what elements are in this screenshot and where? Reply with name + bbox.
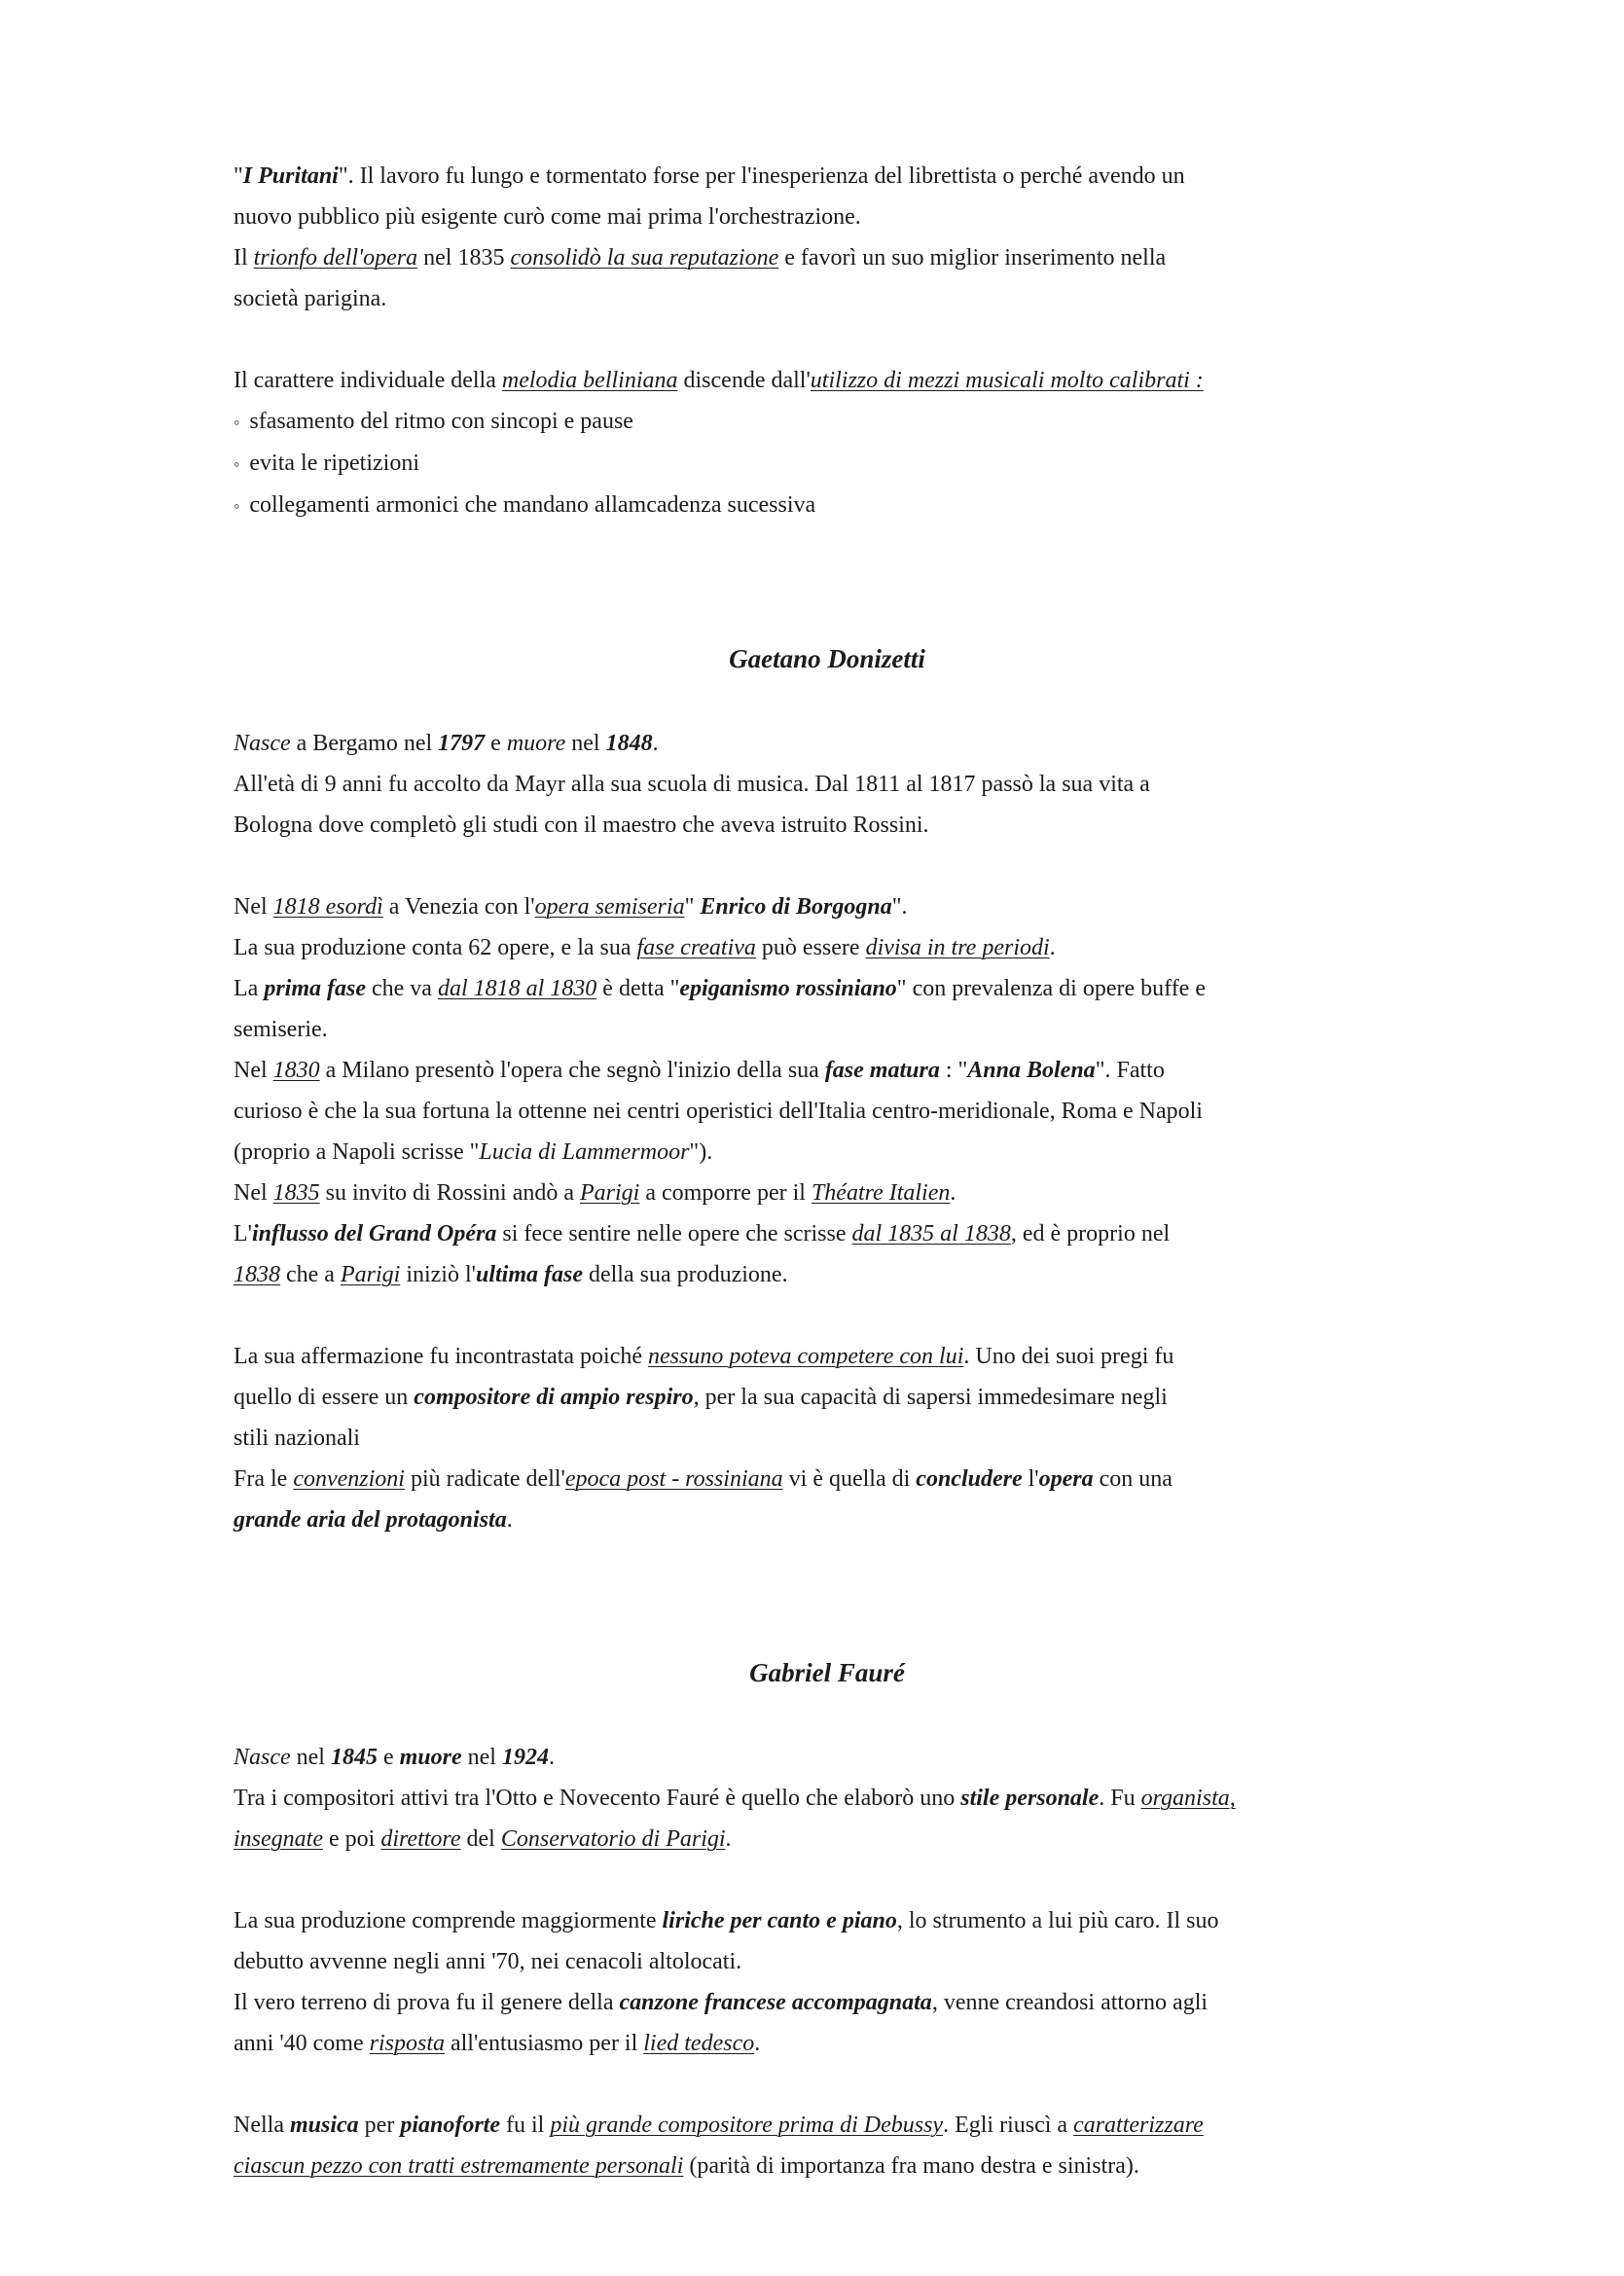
- paragraph-line: grande aria del protagonista.: [234, 1507, 513, 1533]
- paragraph-line: Nasce a Bergamo nel 1797 e muore nel 1848.: [234, 731, 659, 756]
- list-item: ◦ sfasamento del ritmo con sincopi e pause: [234, 409, 633, 434]
- paragraph-line: L'influsso del Grand Opéra si fece sentire nelle opere che scrisse dal 1835 al 1838, ed è proprio nel: [234, 1221, 1171, 1246]
- bullet-icon: ◦: [234, 496, 240, 516]
- paragraph-line: Fra le convenzioni più radicate dell'epoca post - rossiniana vi è quella di concludere l'opera con una: [234, 1466, 1173, 1492]
- paragraph-line: semiserie.: [234, 1017, 328, 1042]
- paragraph-line: Nasce nel 1845 e muore nel 1924.: [234, 1745, 555, 1770]
- paragraph-line: (proprio a Napoli scrisse "Lucia di Lammermoor").: [234, 1139, 713, 1165]
- paragraph-line: La prima fase che va dal 1818 al 1830 è detta "epiganismo rossiniano" con prevalenza di opere buffe e: [234, 976, 1206, 1001]
- paragraph-line: Il vero terreno di prova fu il genere della canzone francese accompagnata, venne creandosi attorno agli: [234, 1990, 1209, 2015]
- opera-title: I Puritani: [242, 163, 339, 189]
- list-item: ◦ collegamenti armonici che mandano allamcadenza sucessiva: [234, 492, 816, 518]
- paragraph-line: debutto avvenne negli anni '70, nei cenacoli altolocati.: [234, 1949, 742, 1974]
- paragraph-line: insegnate e poi direttore del Conservatorio di Parigi.: [234, 1826, 732, 1852]
- bullet-icon: ◦: [234, 413, 240, 432]
- paragraph-line: Nel 1830 a Milano presentò l'opera che segnò l'inizio della sua fase matura : "Anna Bolena". Fatto: [234, 1058, 1165, 1083]
- list-item: ◦ evita le ripetizioni: [234, 451, 419, 476]
- bullet-icon: ◦: [234, 454, 240, 474]
- paragraph-line: quello di essere un compositore di ampio respiro, per la sua capacità di sapersi immedesimare negli: [234, 1385, 1168, 1410]
- paragraph-line: curioso è che la sua fortuna la ottenne nei centri operistici dell'Italia centro-meridionale, Roma e Napoli: [234, 1099, 1203, 1124]
- paragraph-line: La sua produzione conta 62 opere, e la sua fase creativa può essere divisa in tre periodi.: [234, 935, 1056, 960]
- paragraph-line: Nel 1818 esordì a Venezia con l'opera semiseria" Enrico di Borgogna".: [234, 894, 908, 920]
- paragraph-line: nuovo pubblico più esigente curò come mai prima l'orchestrazione.: [234, 204, 861, 230]
- paragraph-line: Tra i compositori attivi tra l'Otto e Novecento Fauré è quello che elaborò uno stile personale. Fu organista,: [234, 1786, 1236, 1811]
- paragraph-line: "I Puritani". Il lavoro fu lungo e tormentato forse per l'inesperienza del librettista o perché avendo un: [234, 163, 1185, 189]
- section-heading-donizetti: Gaetano Donizetti: [729, 644, 925, 673]
- paragraph-line: Nella musica per pianoforte fu il più grande compositore prima di Debussy. Egli riuscì a caratterizzare: [234, 2113, 1204, 2138]
- paragraph-line: anni '40 come risposta all'entusiasmo per il lied tedesco.: [234, 2031, 761, 2056]
- paragraph-line: Il carattere individuale della melodia belliniana discende dall'utilizzo di mezzi musicali molto calibrati :: [234, 368, 1204, 393]
- paragraph-line: La sua produzione comprende maggiormente liriche per canto e piano, lo strumento a lui più caro. Il suo: [234, 1908, 1219, 1933]
- paragraph-line: ciascun pezzo con tratti estremamente personali (parità di importanza fra mano destra e sinistra).: [234, 2153, 1139, 2179]
- paragraph-line: All'età di 9 anni fu accolto da Mayr alla sua scuola di musica. Dal 1811 al 1817 passò la sua vita a: [234, 772, 1150, 797]
- paragraph-line: stili nazionali: [234, 1426, 360, 1451]
- section-heading-faure: Gabriel Fauré: [749, 1658, 905, 1687]
- paragraph-line: La sua affermazione fu incontrastata poiché nessuno poteva competere con lui. Uno dei suoi pregi fu: [234, 1344, 1174, 1369]
- paragraph-line: 1838 che a Parigi iniziò l'ultima fase della sua produzione.: [234, 1262, 788, 1287]
- paragraph-line: società parigina.: [234, 286, 387, 311]
- paragraph-line: Nel 1835 su invito di Rossini andò a Parigi a comporre per il Théatre Italien.: [234, 1180, 956, 1206]
- paragraph-line: Il trionfo dell'opera nel 1835 consolidò la sua reputazione e favorì un suo miglior inserimento nella: [234, 245, 1167, 271]
- paragraph-line: Bologna dove completò gli studi con il maestro che aveva istruito Rossini.: [234, 813, 929, 838]
- document-page: [234, 156, 1421, 2186]
